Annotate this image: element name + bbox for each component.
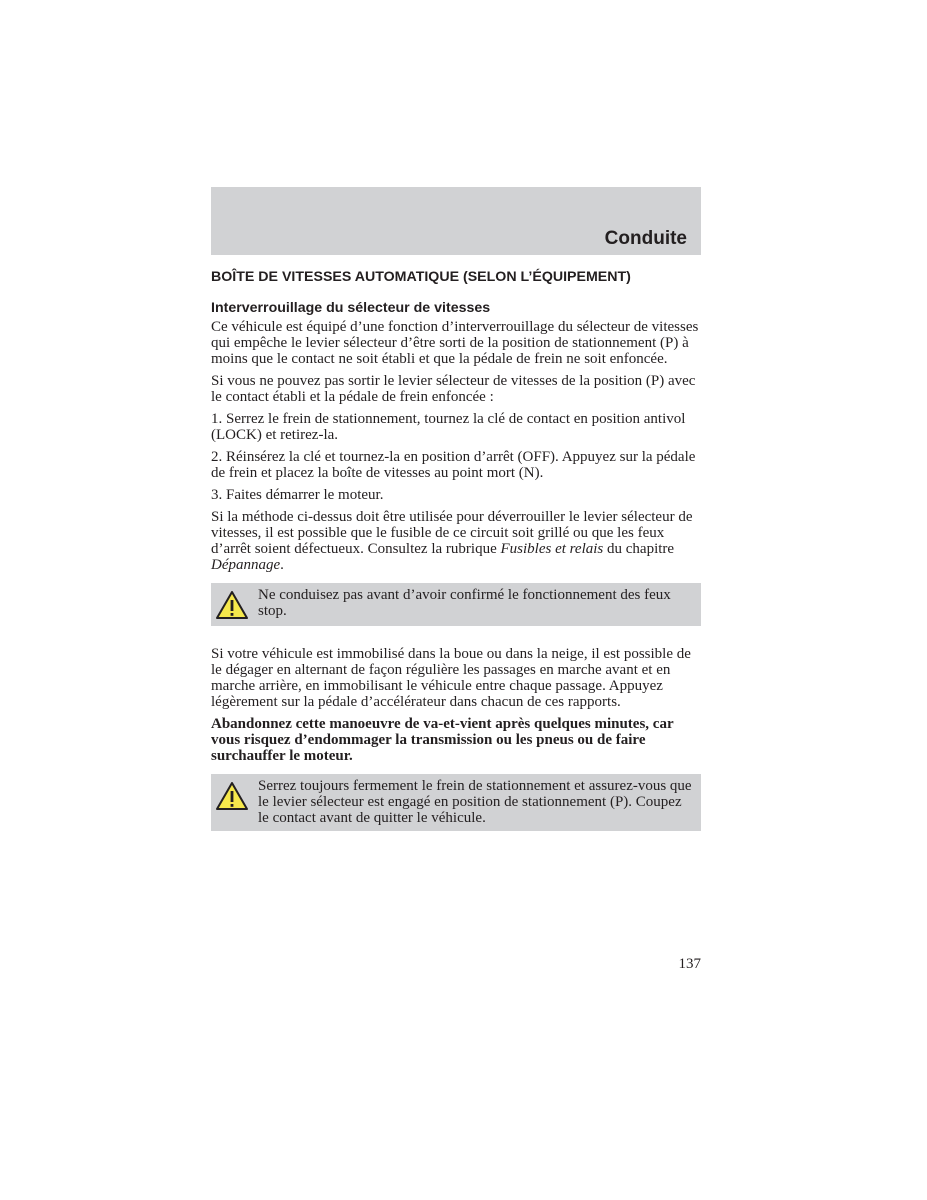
- step-3: 3. Faites démarrer le moteur.: [211, 487, 384, 503]
- fuse-note-text-start: Si la méthode ci-dessus doit être utilisée pour déverrouiller le levier sélecteur de vitesses, il est possible que le fusible de ce circuit soit grillé ou que les feux d’arrêt soient défectueux. Consultez la rubrique: [211, 509, 693, 557]
- step-1: 1. Serrez le frein de stationnement, tournez la clé de contact en position antivol (LOCK) et retirez-la.: [211, 411, 686, 443]
- paragraph-intro: Ce véhicule est équipé d’une fonction d’interverrouillage du sélecteur de vitesses qui empêche le levier sélecteur d’être sorti de la position de stationnement (P) à moins que le contact ne soit établi et que la pédale de frein ne soit enfoncée.: [211, 319, 699, 367]
- chapter-header: [211, 187, 701, 255]
- section-title: BOÎTE DE VITESSES AUTOMATIQUE (SELON L’ÉQUIPEMENT): [211, 269, 631, 285]
- paragraph-fuse-note: [211, 509, 701, 573]
- section-subtitle: Interverrouillage du sélecteur de vitesses: [211, 300, 491, 316]
- page-content: [211, 268, 701, 851]
- page-number: 137: [678, 956, 701, 972]
- fuse-note-reference-chapter: Dépannage: [211, 557, 281, 573]
- warning-triangle-icon: [215, 780, 249, 812]
- paragraph-rocking-caution: Abandonnez cette manoeuvre de va-et-vient après quelques minutes, car vous risquez d’endommager la transmission ou les pneus ou de faire surchauffer le moteur.: [211, 716, 674, 764]
- chapter-title: Conduite: [604, 228, 687, 249]
- warning-text-brake-lights: Ne conduisez pas avant d’avoir confirmé le fonctionnement des feux stop.: [258, 587, 671, 619]
- warning-box-brake-lights: [211, 583, 701, 626]
- warning-text-parking-brake: Serrez toujours fermement le frein de stationnement et assurez-vous que le levier sélecteur est engagé en position de stationnement (P). Coupez le contact avant de quitter le véhicule.: [258, 778, 692, 826]
- paragraph-condition: Si vous ne pouvez pas sortir le levier sélecteur de vitesses de la position (P) avec le contact établi et la pédale de frein enfoncée :: [211, 373, 696, 405]
- fuse-note-text-end: .: [280, 557, 284, 573]
- step-2: 2. Réinsérez la clé et tournez-la en position d’arrêt (OFF). Appuyez sur la pédale de frein et placez la boîte de vitesses au point mort (N).: [211, 449, 696, 481]
- fuse-note-text-middle: du chapitre: [603, 541, 675, 557]
- warning-triangle-icon: [215, 589, 249, 621]
- fuse-note-reference-fuses: Fusibles et relais: [500, 541, 604, 557]
- paragraph-stuck-vehicle: Si votre véhicule est immobilisé dans la boue ou dans la neige, il est possible de le dégager en alternant de façon régulière les passages en marche avant et en marche arrière, en immobilisant le véhicule entre chaque passage. Appuyez légèrement sur la pédale d’accélérateur dans chacun de ces rapports.: [211, 646, 691, 710]
- warning-box-parking-brake: [211, 774, 701, 831]
